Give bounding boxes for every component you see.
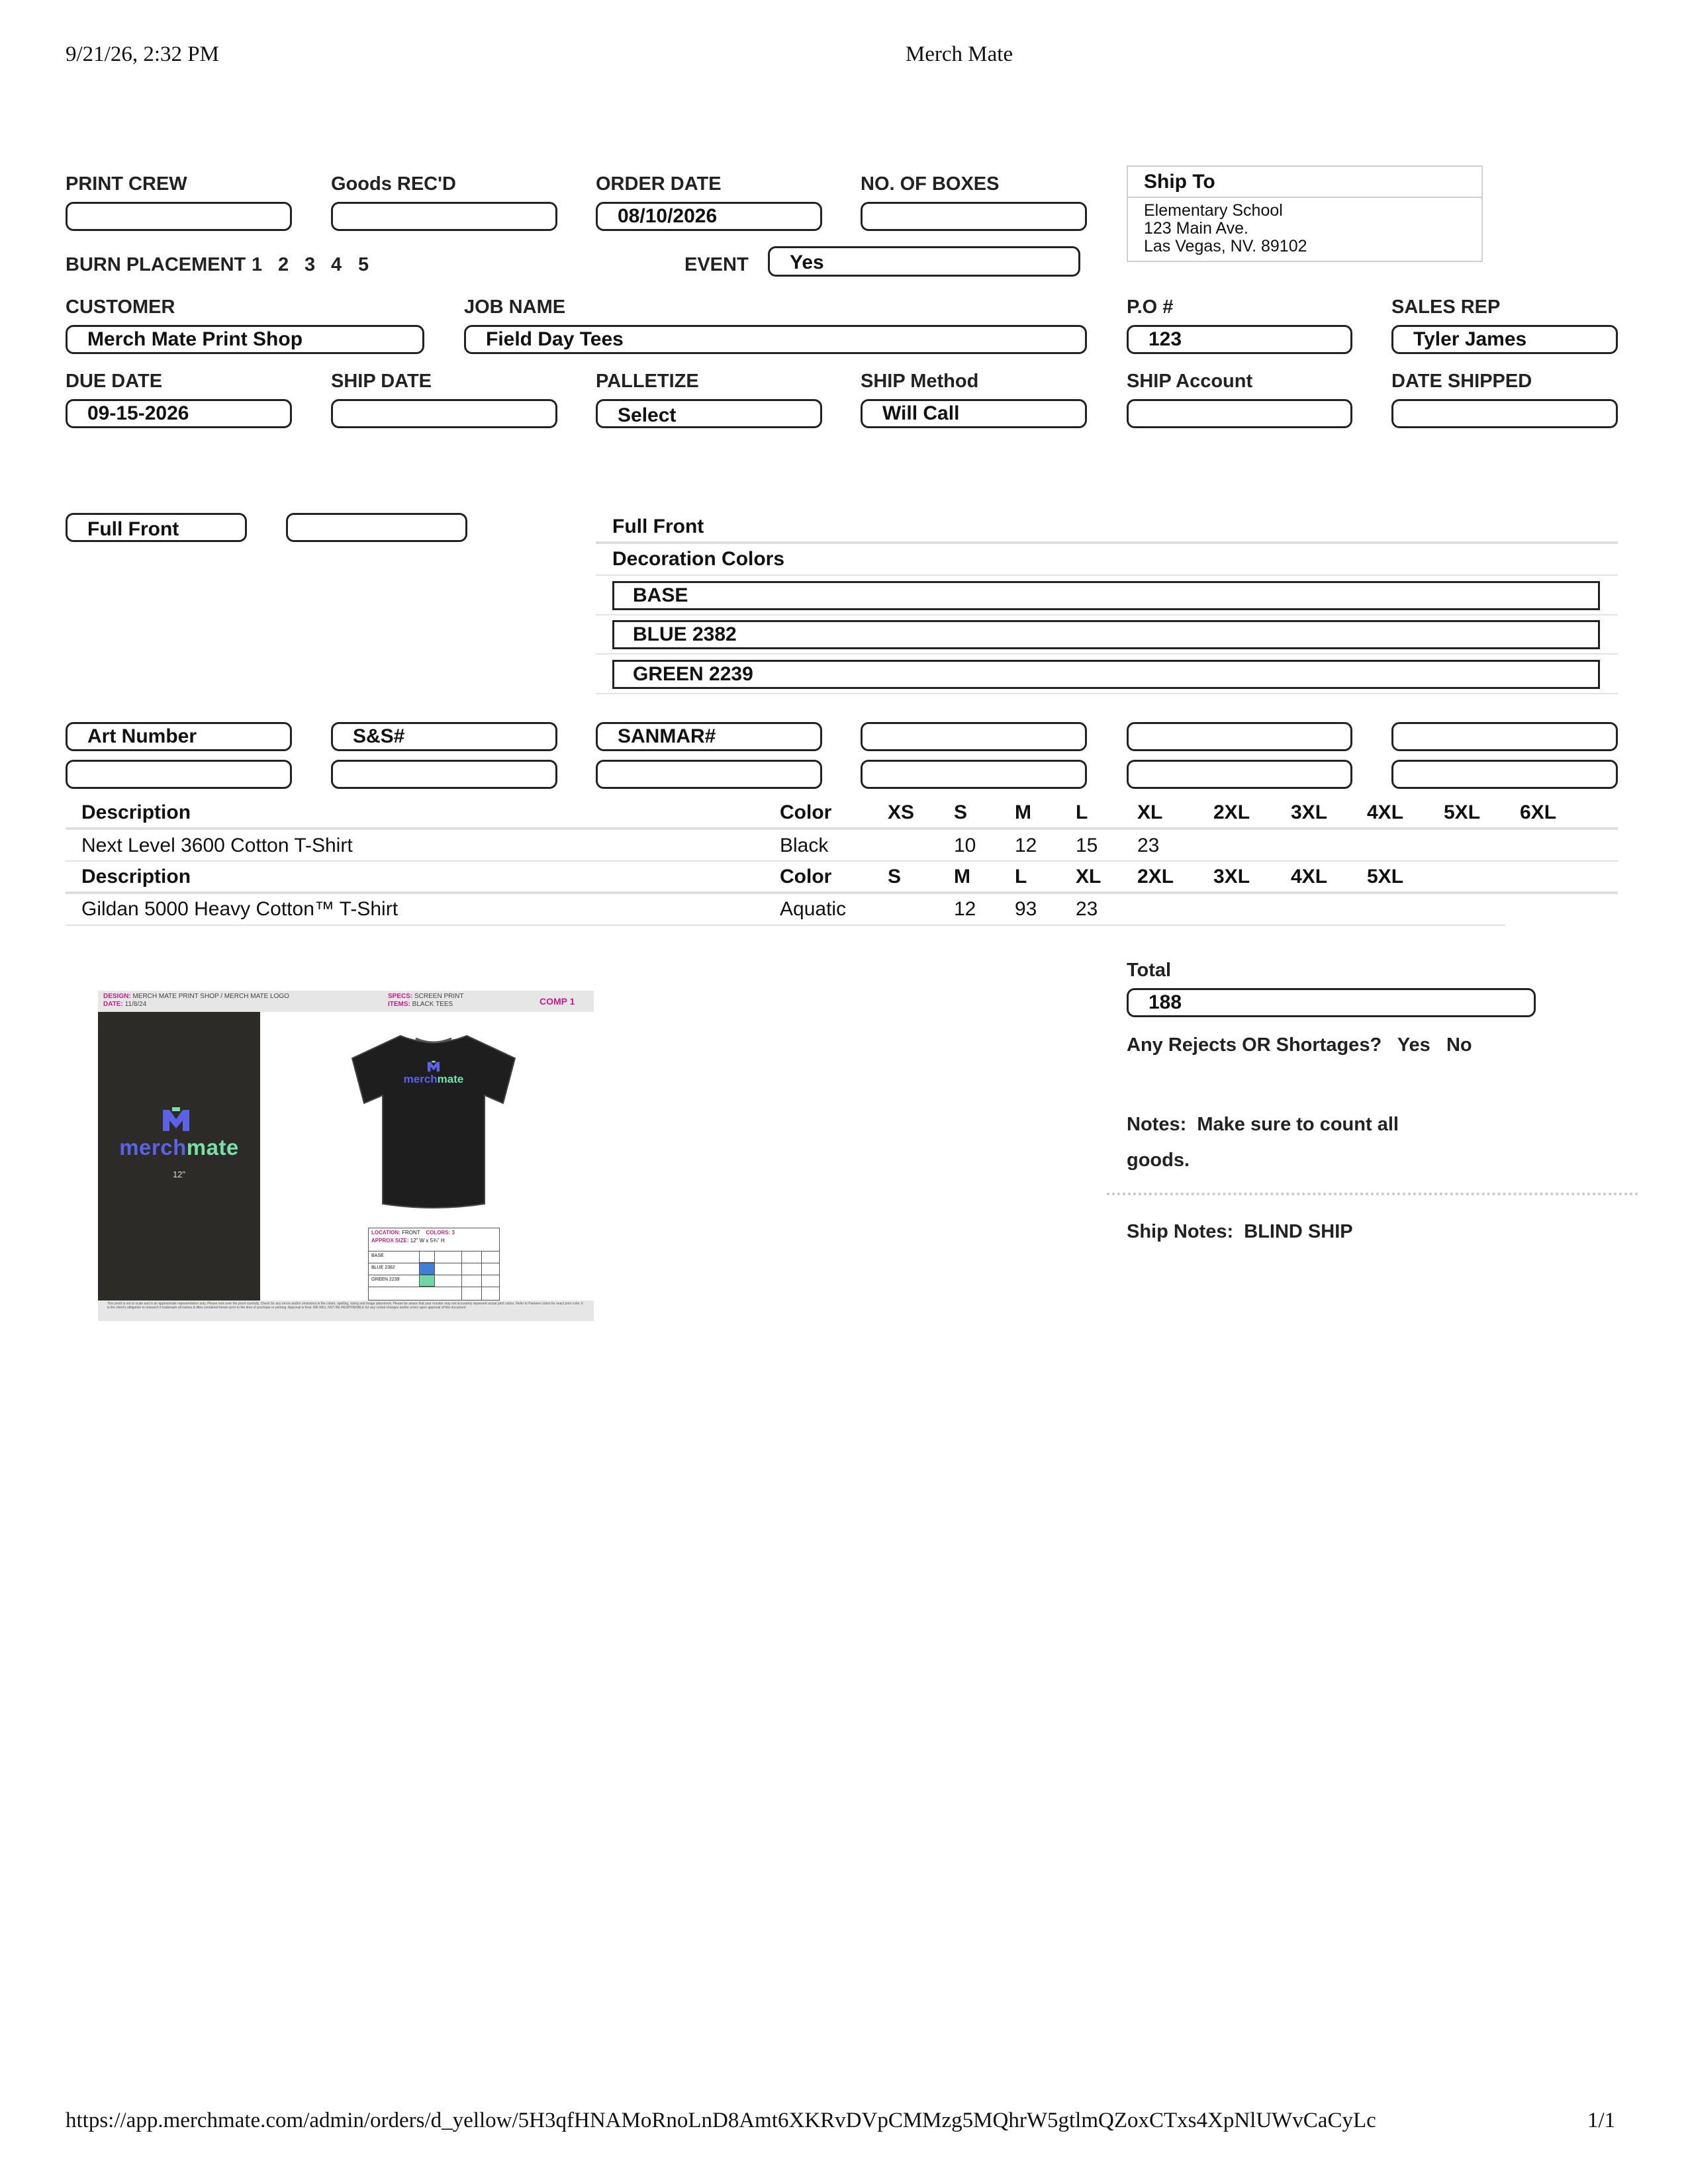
burn-option-1[interactable]: 1 — [252, 254, 263, 275]
proof-colors-label: COLORS: — [426, 1230, 451, 1236]
code-value-5[interactable] — [1127, 760, 1352, 789]
ship-to-line2: 123 Main Ave. — [1144, 219, 1248, 238]
burn-option-5[interactable]: 5 — [358, 254, 369, 275]
ship-date-label: SHIP DATE — [331, 371, 432, 392]
decoration-location: Full Front — [612, 516, 704, 537]
divider — [596, 614, 1618, 615]
print-crew-field[interactable] — [66, 202, 292, 231]
burn-placement-label: BURN PLACEMENT — [66, 254, 246, 275]
ship-notes-label: Ship Notes: — [1127, 1221, 1234, 1242]
ss-number-field[interactable]: S&S# — [331, 722, 557, 751]
burn-option-4[interactable]: 4 — [331, 254, 342, 275]
proof-location-value: FRONT — [402, 1230, 420, 1236]
code-value-6[interactable] — [1391, 760, 1618, 789]
total-label: Total — [1127, 960, 1172, 981]
decoration-color-green: GREEN 2239 — [612, 660, 1600, 689]
col-l: L — [1076, 801, 1088, 823]
col-4xl: 4XL — [1291, 866, 1328, 887]
code-value-3[interactable] — [596, 760, 822, 789]
burn-option-2[interactable]: 2 — [278, 254, 289, 275]
tshirt-merch-text: merch — [403, 1073, 438, 1085]
job-name-field[interactable]: Field Day Tees — [464, 325, 1087, 354]
row-qty-xl: 23 — [1076, 898, 1098, 920]
code-value-2[interactable] — [331, 760, 557, 789]
ship-date-field[interactable] — [331, 399, 557, 428]
po-label: P.O # — [1127, 296, 1174, 318]
col-2xl: 2XL — [1213, 801, 1250, 823]
order-date-field[interactable]: 08/10/2026 — [596, 202, 822, 231]
rejects-label: Any Rejects OR Shortages? — [1127, 1034, 1382, 1056]
col-6xl: 6XL — [1520, 801, 1557, 823]
ship-account-field[interactable] — [1127, 399, 1352, 428]
tshirt-mockup-icon — [338, 1024, 530, 1216]
code-value-4[interactable] — [861, 760, 1087, 789]
due-date-label: DUE DATE — [66, 371, 163, 392]
ship-to-line3: Las Vegas, NV. 89102 — [1144, 237, 1307, 255]
code-field-5[interactable] — [1127, 722, 1352, 751]
tshirt-mate-text: mate — [437, 1073, 464, 1085]
col-xl: XL — [1137, 801, 1163, 823]
proof-items-label: ITEMS: — [388, 1001, 410, 1008]
no-of-boxes-label: NO. OF BOXES — [861, 173, 1000, 195]
tshirt-wordmark — [394, 1073, 473, 1086]
print-title: Merch Mate — [905, 42, 1013, 66]
col-l: L — [1015, 866, 1027, 887]
code-value-1[interactable] — [66, 760, 292, 789]
proof-header — [98, 991, 594, 1012]
sanmar-number-field[interactable]: SANMAR# — [596, 722, 822, 751]
col-s: S — [888, 866, 902, 887]
row-qty-m: 12 — [1015, 835, 1037, 856]
row-description: Gildan 5000 Heavy Cotton™ T-Shirt — [81, 898, 399, 920]
no-of-boxes-field[interactable] — [861, 202, 1087, 231]
po-field[interactable]: 123 — [1127, 325, 1352, 354]
row-color: Black — [780, 835, 829, 856]
ship-notes-value: BLIND SHIP — [1244, 1221, 1353, 1242]
col-2xl: 2XL — [1137, 866, 1174, 887]
notes-label: Notes: — [1127, 1114, 1187, 1135]
due-date-field[interactable]: 09-15-2026 — [66, 399, 292, 428]
proof-approx-label: APPROX SIZE: — [371, 1238, 409, 1244]
print-datetime: 9/21/26, 2:32 PM — [66, 42, 219, 66]
divider — [1107, 1193, 1638, 1195]
rejects-shortages — [1127, 1034, 1472, 1056]
date-shipped-field[interactable] — [1391, 399, 1618, 428]
col-m: M — [1015, 801, 1031, 823]
ship-account-label: SHIP Account — [1127, 371, 1253, 392]
row-qty-m: 12 — [954, 898, 976, 920]
sales-rep-label: SALES REP — [1391, 296, 1501, 318]
event-label: EVENT — [684, 254, 749, 275]
date-shipped-label: DATE SHIPPED — [1391, 371, 1532, 392]
row-qty-l: 93 — [1015, 898, 1037, 920]
divider — [596, 574, 1618, 576]
notes-value: Make sure to count all goods. — [1127, 1114, 1399, 1171]
proof-specs-value: SCREEN PRINT — [414, 993, 464, 1000]
event-select[interactable]: Yes — [768, 246, 1080, 277]
proof-approx-value: 12" W x 5¾" H — [410, 1238, 445, 1244]
col-description: Description — [81, 866, 191, 887]
row-qty-xl: 23 — [1137, 835, 1160, 856]
divider — [66, 891, 1618, 894]
proof-swatch-green — [419, 1275, 435, 1287]
col-4xl: 4XL — [1367, 801, 1404, 823]
divider — [596, 653, 1618, 655]
divider — [596, 541, 1618, 544]
proof-design-value: MERCH MATE PRINT SHOP / MERCH MATE LOGO — [132, 993, 289, 1000]
row-qty-s: 10 — [954, 835, 976, 856]
divider — [66, 827, 1618, 830]
merchmate-logo-icon — [160, 1105, 192, 1134]
ship-to-line1: Elementary School — [1144, 201, 1283, 220]
col-description: Description — [81, 801, 191, 823]
divider — [66, 925, 1505, 926]
goods-recd-label: Goods REC'D — [331, 173, 456, 195]
proof-date-value: 11/8/24 — [124, 1001, 147, 1008]
order-date-label: ORDER DATE — [596, 173, 722, 195]
print-crew-label: PRINT CREW — [66, 173, 187, 195]
art-proof-image — [98, 991, 594, 1321]
logo-mate-text: mate — [186, 1135, 239, 1160]
rejects-yes-option[interactable]: Yes — [1397, 1034, 1430, 1056]
page-number: 1/1 — [1587, 2109, 1616, 2132]
col-color: Color — [780, 801, 832, 823]
rejects-no-option[interactable]: No — [1446, 1034, 1472, 1056]
proof-color-table — [368, 1228, 500, 1300]
customer-label: CUSTOMER — [66, 296, 175, 318]
divider — [481, 1251, 482, 1300]
col-3xl: 3XL — [1213, 866, 1250, 887]
ship-method-label: SHIP Method — [861, 371, 979, 392]
palletize-select[interactable]: Select — [596, 399, 822, 428]
sales-rep-field[interactable]: Tyler James — [1391, 325, 1618, 354]
col-m: M — [954, 866, 970, 887]
col-color: Color — [780, 866, 832, 887]
col-xs: XS — [888, 801, 915, 823]
job-name-label: JOB NAME — [464, 296, 566, 318]
proof-location-label: LOCATION: — [371, 1230, 400, 1236]
ship-to-box — [1127, 165, 1483, 262]
logo-merch-text: merch — [119, 1135, 187, 1160]
col-3xl: 3XL — [1291, 801, 1328, 823]
tshirt-logo-icon — [426, 1060, 441, 1073]
row-qty-l: 15 — [1076, 835, 1098, 856]
proof-disclaimer: This proof is not to scale and is an approximate representation only. Please look over the proof carefully. Check for any errors and/or omissions in the colors, spelling, sizing and image placement. Please be aware that your monitor may not accurately represent actual print colors. Refer to Pantone colors for exact print color. It is the client's obligation to research if trademark all names & titles contained herein prior to the time of purchase or printing. Approval is final. WE WILL NOT BE RESPONSIBLE for any verbal changes and/or errors upon approval of this document. — [98, 1300, 594, 1321]
proof-swatch-label-3: GREEN 2239 — [371, 1277, 400, 1282]
notes — [1127, 1107, 1418, 1178]
row-color: Aquatic — [780, 898, 847, 920]
art-number-field[interactable]: Art Number — [66, 722, 292, 751]
page-url: https://app.merchmate.com/admin/orders/d_yellow/5H3qfHNAMoRnoLnD8Amt6XKRvDVpCMMzg5MQhrW5gtlmQZoxCTxs4XpNlUWvCaCyLc — [66, 2109, 1376, 2132]
proof-colors-value: 3 — [451, 1230, 455, 1236]
palletize-label: PALLETIZE — [596, 371, 699, 392]
decoration-color-blue: BLUE 2382 — [612, 620, 1600, 649]
proof-design-label: DESIGN: — [103, 993, 131, 1000]
divider — [596, 693, 1618, 694]
proof-swatch-label-1: BASE — [371, 1253, 384, 1258]
col-s: S — [954, 801, 968, 823]
ship-to-title: Ship To — [1128, 167, 1481, 198]
proof-items-value: BLACK TEES — [412, 1001, 453, 1008]
divider — [461, 1251, 462, 1300]
total-field[interactable]: 188 — [1127, 988, 1536, 1017]
code-field-4[interactable] — [861, 722, 1087, 751]
proof-swatch-base — [419, 1251, 435, 1263]
divider — [66, 860, 1618, 862]
proof-specs-label: SPECS: — [388, 993, 413, 1000]
col-5xl: 5XL — [1367, 866, 1404, 887]
proof-comp-label: COMP 1 — [539, 996, 575, 1007]
proof-logo-wordmark — [101, 1135, 258, 1160]
col-5xl: 5XL — [1444, 801, 1481, 823]
proof-size-note: 12" — [172, 1169, 186, 1179]
ship-method-field[interactable]: Will Call — [861, 399, 1087, 428]
decoration-colors-title: Decoration Colors — [612, 548, 785, 570]
decoration-color-base: BASE — [612, 581, 1600, 610]
customer-field[interactable]: Merch Mate Print Shop — [66, 325, 424, 354]
code-field-6[interactable] — [1391, 722, 1618, 751]
location-field-1[interactable]: Full Front — [66, 513, 247, 542]
location-field-2[interactable] — [286, 513, 467, 542]
burn-option-3[interactable]: 3 — [305, 254, 316, 275]
proof-swatch-label-2: BLUE 2382 — [371, 1265, 395, 1270]
proof-date-label: DATE: — [103, 1001, 123, 1008]
col-xl: XL — [1076, 866, 1102, 887]
goods-recd-field[interactable] — [331, 202, 557, 231]
proof-swatch-blue — [419, 1263, 435, 1275]
row-description: Next Level 3600 Cotton T-Shirt — [81, 835, 353, 856]
proof-art-panel — [98, 1012, 260, 1300]
ship-notes — [1127, 1221, 1353, 1243]
